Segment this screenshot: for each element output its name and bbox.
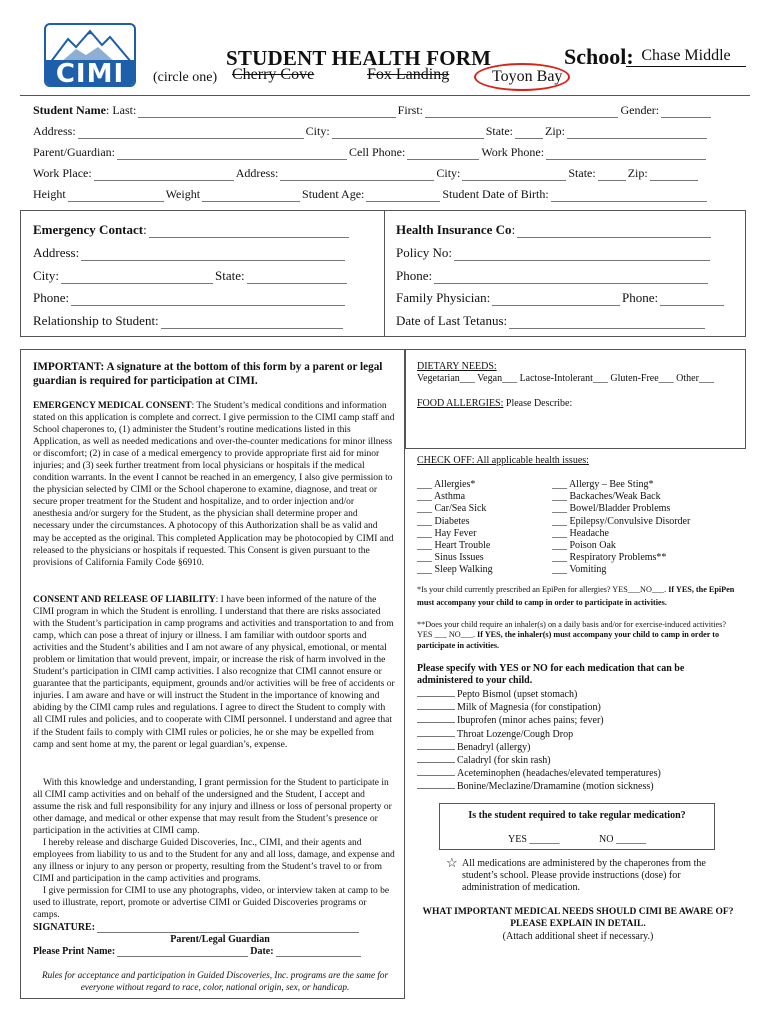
policy-row: Policy No: <box>396 245 726 261</box>
form-title: STUDENT HEALTH FORM <box>226 46 492 70</box>
emergency-state-field[interactable] <box>247 273 347 284</box>
camp-cherry-cove[interactable]: Cherry Cove <box>232 66 315 83</box>
city-field[interactable] <box>332 128 484 139</box>
med-item[interactable]: Benadryl (allergy) <box>417 741 742 754</box>
health-check-title: CHECK OFF: All applicable health issues: <box>417 455 589 466</box>
physician-row: Family Physician: Phone: <box>396 290 726 306</box>
camp-toyon-bay[interactable]: Toyon Bay <box>492 68 563 85</box>
important-notice: IMPORTANT: A signature at the bottom of this form by a parent or legal guardian is required for participation at CIMI. <box>33 361 383 387</box>
medical-needs-title: WHAT IMPORTANT MEDICAL NEEDS SHOULD CIMI BE AWARE OF? PLEASE EXPLAIN IN DETAIL. <box>422 907 734 930</box>
address-field[interactable] <box>78 128 304 139</box>
parent-field[interactable] <box>117 149 347 160</box>
last-name-field[interactable] <box>138 107 395 118</box>
zip-field[interactable] <box>567 128 707 139</box>
work-address-field[interactable] <box>280 170 434 181</box>
gender-field[interactable] <box>661 107 711 118</box>
age-field[interactable] <box>366 191 440 202</box>
tetanus-row: Date of Last Tetanus: <box>396 313 726 329</box>
cell-phone-field[interactable] <box>407 149 479 160</box>
rules-footnote: Rules for acceptance and participation in Guided Discoveries, Inc. programs are the same for everyone without regard to race, color, national origin, sex, or handicap. <box>41 970 389 992</box>
height-field[interactable] <box>68 191 164 202</box>
dietary-options[interactable]: Vegetarian___ Vegan___ Lactose-Intolerant___ Gluten-Free___ Other___ <box>417 373 714 384</box>
cimi-logo <box>44 23 136 87</box>
liability-consent: CONSENT AND RELEASE OF LIABILITY: I have been informed of the nature of the CIMI program in which the Student is enrolling. I understand that there are risks associated with the Student’s participation in camp programs and activities and transportation to and from camp, which can pose a threat of injury or illness. I am familiar with outdoor sports and activities and the Student’s abilities and I am not aware of any physical, emotional, or mental problem or limitation that would prevent, impair, or increase the risk of harm involved in the Student’s participation in CIMI camp activities. I also recognize that CIMI cannot ensure or guarantee that the participants, equipment, grounds and/or activities will be free of accidents or injuries. I am aware and have or will instruct the Student in the importance of knowing and abiding by the CIMI camp rules and regulations. I agree to direct the Student to comply with all CIMI rules and policies, and to cooperate with CIMI personnel. I understand and agree that if the Student fails to comply with CIMI rules or policies, he or she may be expelled from camp and sent home at my, the parent or legal guardian’s, expense. <box>33 595 395 750</box>
health-item[interactable]: ___ Backaches/Weak Back <box>552 491 661 503</box>
emergency-city-row: City: State: <box>33 268 363 284</box>
health-item[interactable]: ___ Asthma <box>417 491 466 503</box>
physician-field[interactable] <box>492 295 620 306</box>
consent-para-2: With this knowledge and understanding, I grant permission for the Student to participate in all CIMI camp activities and on behalf of the undersigned and the Student, I accept and assume the risk and full responsibility for any injury and illness or loss of personal property or other damage, and medical or other expense that may result from the Student’s presence or participation in the activities at CIMI camp. <box>33 778 392 837</box>
signature-row: SIGNATURE: <box>33 922 363 933</box>
medication-admin-note: All medications are administered by the chaperones from the student’s school. Please provide instructions (dose) for administration of medication. <box>462 858 706 894</box>
student-name-label: Student Name <box>33 103 107 117</box>
health-item[interactable]: ___ Hay Fever <box>417 527 477 539</box>
emergency-city-field[interactable] <box>61 273 213 284</box>
health-item[interactable]: ___ Epilepsy/Convulsive Disorder <box>552 515 691 527</box>
emergency-name-field[interactable] <box>149 227 349 238</box>
regular-med-yes[interactable]: YES ______ <box>508 834 560 845</box>
emergency-title-row: Emergency Contact : <box>33 222 363 238</box>
work-city-field[interactable] <box>462 170 566 181</box>
epipen-note: *Is your child currently prescribed an EpiPen for allergies? YES___NO___. If YES, the EpiPen must accompany your child to camp in order to participate in activities. <box>417 585 735 607</box>
weight-field[interactable] <box>202 191 300 202</box>
medical-consent: EMERGENCY MEDICAL CONSENT: The Student’s medical conditions and information stated on this application is complete and correct. I give permission to the CIMI camp staff and School chaperones to, (1) administer the Student’s routine medications listed in this Application, as well as needed medications and over-the-counter medications for minor illness or discomfort; (2) in case of a medical emergency to provide appropriate first aid for minor injuries; and (3) seek further treatment from local physicians or hospitals if the medical condition warrants. In the event I cannot be reached in an emergency, I also give permission to the physician selected by CIMI or the School chaperone to examine, diagnose, and treat or secure proper treatment for the Student and hospitalize, and to order injection and/or anesthesia and/or surgery for the Student, as the physician shall determine proper and necessary under the circumstances. A photocopy of this Authorization shall be as valid and may be accepted as the original. This completed Application may be photocopied by CIMI and released to the physicians or hospitals if requested. This Consent is given pursuant to the provisions of California Family Code §6910. <box>33 401 395 568</box>
health-item[interactable]: ___ Diabetes <box>417 515 470 527</box>
work-phone-field[interactable] <box>546 149 706 160</box>
med-item[interactable]: Pepto Bismol (upset stomach) <box>417 688 742 701</box>
camp-fox-landing[interactable]: Fox Landing <box>367 66 450 83</box>
print-name-row: Please Print Name: Date: <box>33 946 363 957</box>
insurance-title-row: Health Insurance Co : <box>396 222 726 238</box>
circle-one-label: (circle one) <box>153 70 218 85</box>
emergency-phone-row: Phone: <box>33 290 363 306</box>
attach-note: (Attach additional sheet if necessary.) <box>502 931 654 942</box>
med-item[interactable]: Ibuprofen (minor aches pains; fever) <box>417 714 742 727</box>
print-name-field[interactable] <box>117 946 248 957</box>
health-item[interactable]: ___ Allergies* <box>417 479 476 490</box>
health-item[interactable]: ___ Headache <box>552 527 609 539</box>
insurance-phone-field[interactable] <box>434 273 708 284</box>
health-item[interactable]: ___ Allergy – Bee Sting* <box>552 479 654 490</box>
work-state-field[interactable] <box>598 170 626 181</box>
school-field[interactable]: Chase Middle <box>626 46 746 67</box>
tetanus-field[interactable] <box>509 318 705 329</box>
health-item[interactable]: ___ Respiratory Problems** <box>552 552 667 564</box>
med-item[interactable]: Milk of Magnesia (for constipation) <box>417 701 742 714</box>
relationship-field[interactable] <box>161 318 343 329</box>
health-item[interactable]: ___ Poison Oak <box>552 540 616 552</box>
emergency-address-field[interactable] <box>81 250 345 261</box>
student-name-row: Student Name : Last: First: Gender: <box>33 103 713 118</box>
health-item[interactable]: ___ Heart Trouble <box>417 540 491 552</box>
work-place-row: Work Place: Address: City: State: Zip: <box>33 166 713 181</box>
star-icon: ☆ <box>446 855 458 870</box>
work-zip-field[interactable] <box>650 170 698 181</box>
physical-row: Height Weight Student Age: Student Date of Birth: <box>33 187 713 202</box>
student-address-row: Address: City: State: Zip: <box>33 124 713 139</box>
physician-phone-field[interactable] <box>660 295 724 306</box>
health-item[interactable]: ___ Bowel/Bladder Problems <box>552 503 671 515</box>
insurance-phone-row: Phone: <box>396 268 726 284</box>
med-item[interactable]: Throat Lozenge/Cough Drop <box>417 728 742 741</box>
header-divider <box>20 95 750 96</box>
med-item[interactable]: Bonine/Meclazine/Dramamine (motion sickness) <box>417 780 742 793</box>
med-item[interactable]: Aceteminophen (headaches/elevated temperatures) <box>417 767 742 780</box>
school-label: School: <box>564 44 634 69</box>
health-item[interactable]: ___ Car/Sea Sick <box>417 503 487 515</box>
signature-caption: Parent/Legal Guardian <box>170 934 270 945</box>
health-right-list <box>552 479 742 577</box>
dob-field[interactable] <box>551 191 707 202</box>
insurance-co-field[interactable] <box>517 227 711 238</box>
regular-med-question: Is the student required to take regular medication? <box>468 810 686 821</box>
consent-para-4: I give permission for CIMI to use any photographs, video, or interview taken at camp to be used to illustrate, report, promote or advertise CIMI or Guided Discoveries programs or camps. <box>33 886 390 921</box>
dietary-title: DIETARY NEEDS: <box>417 361 497 372</box>
state-field[interactable] <box>515 128 543 139</box>
consent-para-3: I hereby release and discharge Guided Discoveries, Inc., CIMI, and their agents and employees from liability to us and to the Student for any and all loss, damage, and expense and any illness or injury to any person or property, resulting from the Student’s travel to or from CIMI and participation in the camp activities and programs. <box>33 838 395 885</box>
policy-field[interactable] <box>454 250 710 261</box>
date-field[interactable] <box>276 946 361 957</box>
first-name-field[interactable] <box>425 107 618 118</box>
work-place-field[interactable] <box>94 170 234 181</box>
med-item[interactable]: Caladryl (for skin rash) <box>417 754 742 767</box>
health-left-list <box>417 479 547 577</box>
inhaler-note: **Does your child require an inhaler(s) on a daily basis and/or for exercise-induced activities? YES ___ NO___. If YES, the inhaler(s) must accompany your child to camp in order to participate in activities. <box>417 620 726 650</box>
emergency-phone-field[interactable] <box>71 295 345 306</box>
relationship-row: Relationship to Student: <box>33 313 363 329</box>
meds-list <box>417 688 742 794</box>
signature-field[interactable] <box>97 922 359 933</box>
regular-med-no[interactable]: NO ______ <box>599 834 646 845</box>
emergency-address-row: Address: <box>33 245 363 261</box>
health-item[interactable]: ___ Sleep Walking <box>417 564 493 576</box>
meds-title: Please specify with YES or NO for each medication that can be administered to your child. <box>417 663 685 687</box>
parent-row: Parent/Guardian: Cell Phone: Work Phone: <box>33 145 713 160</box>
logo-text: CIMI <box>46 60 134 87</box>
health-item[interactable]: ___ Vomiting <box>552 564 607 576</box>
health-item[interactable]: ___ Sinus Issues <box>417 552 484 564</box>
food-allergies[interactable]: FOOD ALLERGIES: Please Describe: <box>417 398 573 409</box>
